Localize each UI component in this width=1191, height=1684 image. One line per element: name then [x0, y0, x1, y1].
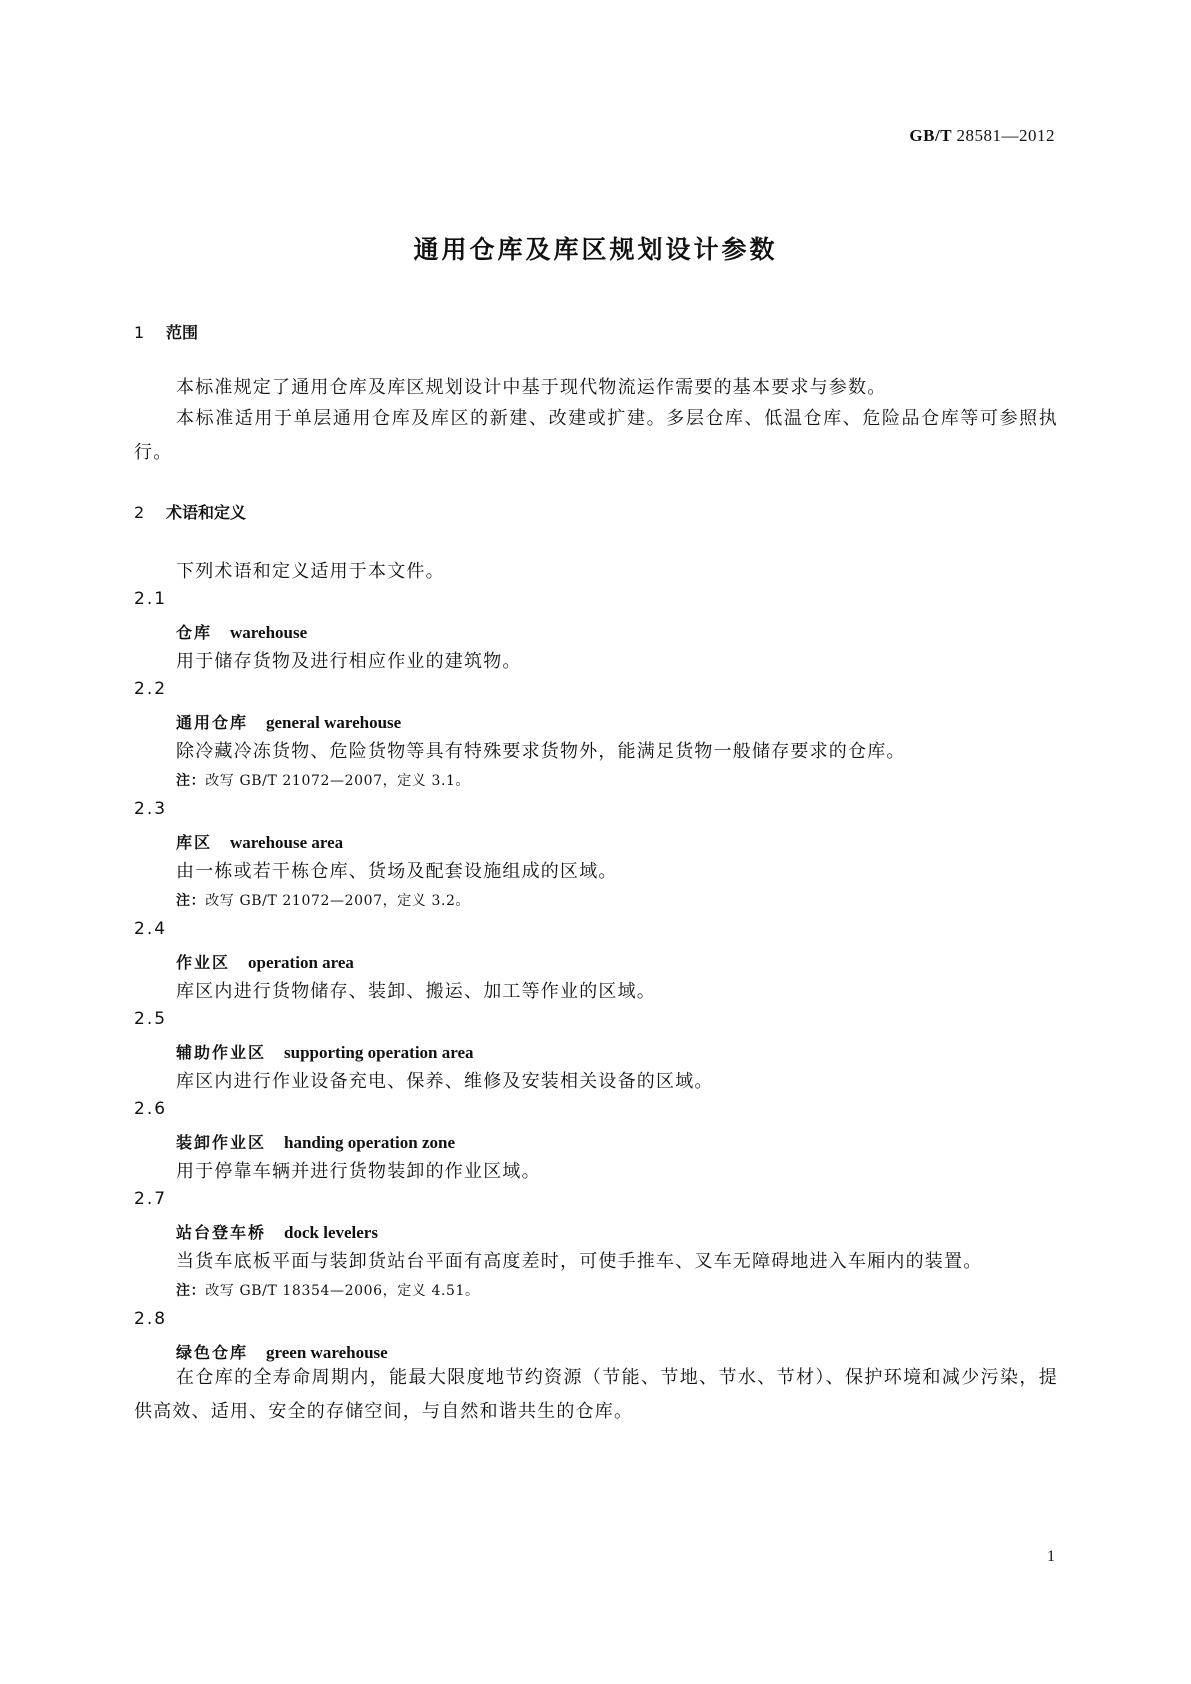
- section-title: 范围: [166, 323, 199, 342]
- section-number: 1: [134, 323, 145, 342]
- document-title: 通用仓库及库区规划设计参数: [413, 235, 778, 264]
- note-text: 改写 GB/T 21072—2007，定义 3.2。: [205, 893, 471, 909]
- paragraph: 本标准适用于单层通用仓库及库区的新建、改建或扩建。多层仓库、低温仓库、危险品仓库等可参照执行。: [134, 408, 1058, 463]
- note-label: 注：: [176, 773, 206, 789]
- term-definition: 库区内进行货物储存、装卸、搬运、加工等作业的区域。: [176, 981, 656, 1002]
- term-note: [176, 1280, 480, 1300]
- standard-code: [909, 126, 1055, 146]
- clause-number: 2.4: [134, 919, 168, 939]
- standard-prefix: GB/T: [909, 126, 952, 145]
- section-1-heading: [134, 320, 198, 343]
- term-en: warehouse area: [230, 833, 344, 852]
- term-cn: 作业区: [176, 953, 231, 972]
- term-cn: 辅助作业区: [176, 1043, 267, 1062]
- note-label: 注：: [176, 893, 206, 909]
- term-en: general warehouse: [266, 713, 402, 732]
- clause-number: 2.7: [134, 1189, 168, 1209]
- term-definition: 用于储存货物及进行相应作业的建筑物。: [176, 651, 522, 672]
- term-definition: 当货车底板平面与装卸货站台平面有高度差时，可使手推车、叉车无障碍地进入车厢内的装置。: [176, 1251, 983, 1272]
- term-cn: 站台登车桥: [176, 1223, 267, 1242]
- term-cn: 通用仓库: [176, 713, 249, 732]
- clause-number: 2.5: [134, 1009, 168, 1029]
- clause-number: 2.2: [134, 679, 168, 699]
- note-text: 改写 GB/T 18354—2006，定义 4.51。: [205, 1283, 480, 1299]
- term-definition: 除冷藏冷冻货物、危险货物等具有特殊要求货物外，能满足货物一般储存要求的仓库。: [176, 741, 906, 762]
- term-definition: 由一栋或若干栋仓库、货场及配套设施组成的区域。: [176, 861, 618, 882]
- term-cn: 库区: [176, 833, 213, 852]
- term-en: green warehouse: [266, 1343, 388, 1362]
- term-cn: 仓库: [176, 623, 213, 642]
- term-en: operation area: [248, 953, 354, 972]
- term-definition: 用于停靠车辆并进行货物装卸的作业区域。: [176, 1161, 541, 1182]
- term-entry: [176, 710, 401, 733]
- term-entry: [176, 1340, 388, 1363]
- term-note: [176, 890, 470, 910]
- section-number: 2: [134, 503, 145, 522]
- term-en: dock levelers: [284, 1223, 378, 1242]
- term-entry: [176, 1220, 378, 1243]
- term-entry: [176, 950, 354, 973]
- page-number: 1: [1047, 1548, 1055, 1565]
- clause-number: 2.8: [134, 1309, 168, 1329]
- term-en: warehouse: [230, 623, 308, 642]
- term-cn: 装卸作业区: [176, 1133, 267, 1152]
- term-definition: 在仓库的全寿命周期内，能最大限度地节约资源（节能、节地、节水、节材）、保护环境和减少污染，提供高效、适用、安全的存储空间，与自然和谐共生的仓库。: [134, 1367, 1058, 1422]
- term-en: supporting operation area: [284, 1043, 474, 1062]
- term-entry: [176, 830, 343, 853]
- term-entry: [176, 1130, 455, 1153]
- term-cn: 绿色仓库: [176, 1343, 249, 1362]
- section-2-heading: [134, 500, 246, 523]
- clause-number: 2.1: [134, 589, 168, 609]
- standard-number: 28581—2012: [956, 126, 1055, 145]
- term-note: [176, 770, 470, 790]
- note-text: 改写 GB/T 21072—2007，定义 3.1。: [205, 773, 471, 789]
- clause-number: 2.3: [134, 799, 168, 819]
- term-definition: 库区内进行作业设备充电、保养、维修及安装相关设备的区域。: [176, 1071, 714, 1092]
- term-entry: [176, 620, 307, 643]
- section-intro: 下列术语和定义适用于本文件。: [176, 561, 445, 582]
- note-label: 注：: [176, 1283, 206, 1299]
- paragraph: 本标准规定了通用仓库及库区规划设计中基于现代物流运作需要的基本要求与参数。: [176, 377, 887, 398]
- section-title: 术语和定义: [166, 503, 247, 522]
- term-en: handing operation zone: [284, 1133, 455, 1152]
- clause-number: 2.6: [134, 1099, 168, 1119]
- term-entry: [176, 1040, 474, 1063]
